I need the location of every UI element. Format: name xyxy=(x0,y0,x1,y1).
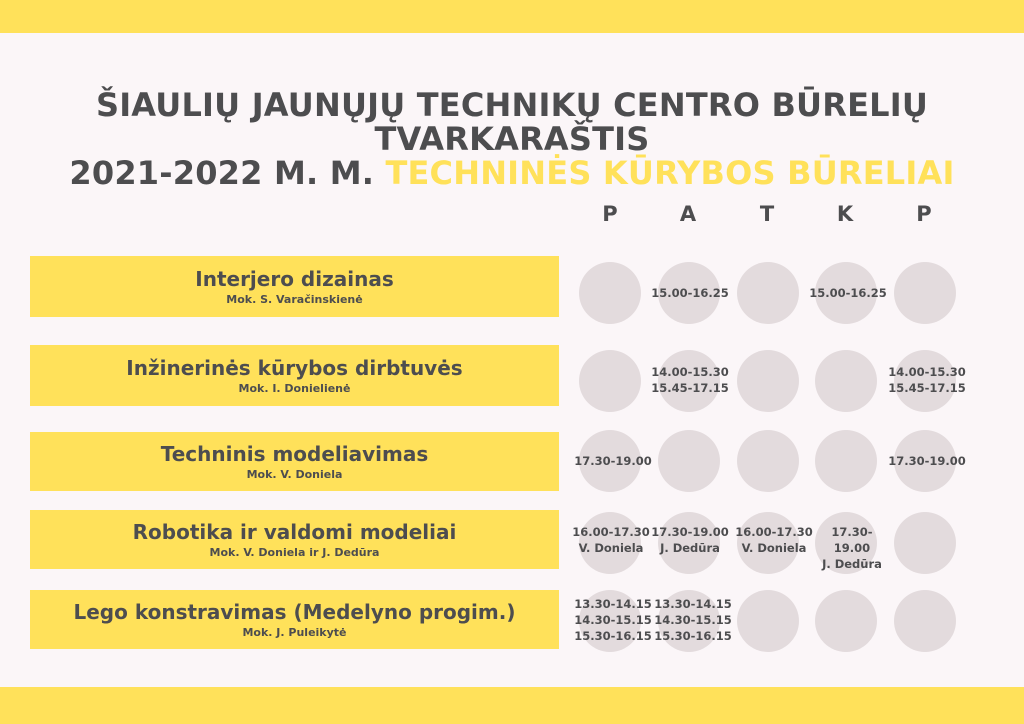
title-line-1: ŠIAULIŲ JAUNŲJŲ TECHNIKŲ CENTRO BŪRELIŲ TVARKARAŠTIS xyxy=(95,86,929,158)
club-label-inzinerines xyxy=(30,345,559,406)
top-band xyxy=(0,0,1024,33)
slot-circle xyxy=(894,590,956,652)
slot-circle xyxy=(737,262,799,324)
title-year: 2021-2022 M. M. xyxy=(69,154,375,192)
slot-time: 14.00-15.30 15.45-17.15 xyxy=(888,365,966,395)
slot-time: 17.30-19.00 xyxy=(574,454,652,468)
club-teacher: Mok. J. Puleikytė xyxy=(242,625,347,639)
club-teacher: Mok. S. Varačinskienė xyxy=(226,292,363,306)
slot-circle xyxy=(815,590,877,652)
title-category: TECHNINĖS KŪRYBOS BŪRELIAI xyxy=(385,154,955,192)
bottom-band xyxy=(0,687,1024,724)
club-label-lego xyxy=(30,590,559,649)
club-name: Inžinerinės kūrybos dirbtuvės xyxy=(126,355,463,380)
slot-circle xyxy=(579,350,641,412)
slot-time: 17.30-19.00 xyxy=(888,454,966,468)
page-title xyxy=(0,88,1024,190)
club-teacher: Mok. V. Doniela xyxy=(246,467,343,481)
slot-circle xyxy=(894,512,956,574)
day-header-2: A xyxy=(679,202,697,226)
club-label-robotika xyxy=(30,510,559,569)
club-name: Interjero dizainas xyxy=(195,266,394,291)
slot-circle xyxy=(737,350,799,412)
slot-circle xyxy=(815,350,877,412)
club-name: Techninis modeliavimas xyxy=(160,441,429,466)
slot-time: 13.30-14.15 14.30-15.15 15.30-16.15 xyxy=(574,597,652,643)
slot-time: 13.30-14.15 14.30-15.15 15.30-16.15 xyxy=(654,597,732,643)
day-header-1: P xyxy=(602,202,618,226)
slot-circle xyxy=(737,590,799,652)
club-label-interjero xyxy=(30,256,559,317)
slot-time: 17.30- 19.00 J. Dedūra xyxy=(822,525,882,571)
slot-time: 14.00-15.30 15.45-17.15 xyxy=(651,365,729,395)
club-name: Lego konstravimas (Medelyno progim.) xyxy=(73,599,516,624)
club-teacher: Mok. I. Donielienė xyxy=(238,381,351,395)
slot-time: 15.00-16.25 xyxy=(809,286,887,300)
slot-circle xyxy=(815,430,877,492)
club-label-techninis xyxy=(30,432,559,491)
day-header-3: T xyxy=(759,202,775,226)
slot-time: 16.00-17.30 V. Doniela xyxy=(735,525,813,555)
club-teacher: Mok. V. Doniela ir J. Dedūra xyxy=(209,545,380,559)
slot-circle xyxy=(737,430,799,492)
slot-time: 17.30-19.00 J. Dedūra xyxy=(651,525,729,555)
day-header-5: P xyxy=(916,202,932,226)
day-header-4: K xyxy=(836,202,854,226)
slot-circle xyxy=(894,262,956,324)
slot-time: 16.00-17.30 V. Doniela xyxy=(572,525,650,555)
slot-circle xyxy=(658,430,720,492)
title-line-2 xyxy=(0,156,1024,190)
slot-time: 15.00-16.25 xyxy=(651,286,729,300)
slot-circle xyxy=(579,262,641,324)
club-name: Robotika ir valdomi modeliai xyxy=(132,519,457,544)
